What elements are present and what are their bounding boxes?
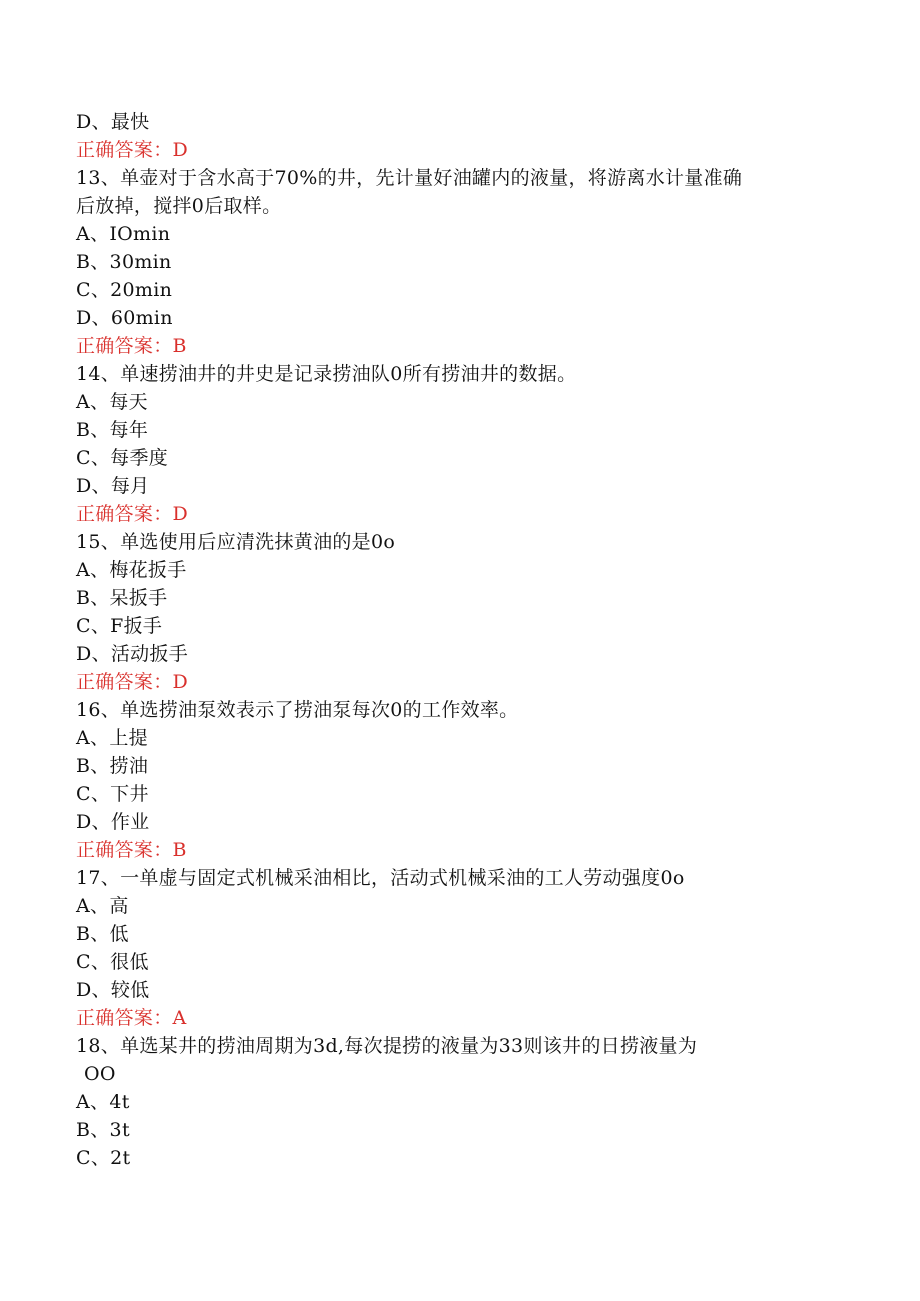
option-line: A、梅花扳手 (76, 559, 187, 581)
question-line: 后放掉，搅拌0后取样。 (76, 195, 282, 217)
document-page (76, 108, 836, 1172)
option-line: D、作业 (76, 811, 150, 833)
answer-line: 正确答案：A (76, 1007, 187, 1029)
question-line: 18、单选某井的捞油周期为3d,每次提捞的液量为33则该井的日捞液量为 (76, 1035, 698, 1057)
question-line: 15、单选使用后应清洗抹黄油的是0o (76, 531, 396, 553)
option-line: D、最快 (76, 111, 150, 133)
option-line: B、3t (76, 1119, 130, 1141)
question-continuation-line: OO (84, 1063, 116, 1085)
option-line: B、捞油 (76, 755, 149, 777)
option-line: C、F扳手 (76, 615, 163, 637)
option-line: D、较低 (76, 979, 150, 1001)
answer-line: 正确答案：D (76, 671, 189, 693)
option-line: A、IOmin (76, 223, 171, 245)
option-line: B、低 (76, 923, 129, 945)
option-line: A、高 (76, 895, 129, 917)
option-line: D、活动扳手 (76, 643, 189, 665)
question-line: 14、单速捞油井的井史是记录捞油队0所有捞油井的数据。 (76, 363, 577, 385)
option-line: A、每天 (76, 391, 148, 413)
question-line: 13、单壶对于含水高于70%的井，先计量好油罐内的液量，将游离水计量准确 (76, 167, 743, 189)
option-line: B、30min (76, 251, 172, 273)
option-line: D、每月 (76, 475, 150, 497)
option-line: A、上提 (76, 727, 148, 749)
option-line: D、60min (76, 307, 173, 329)
answer-line: 正确答案：B (76, 335, 187, 357)
answer-line: 正确答案：B (76, 839, 187, 861)
option-line: C、很低 (76, 951, 149, 973)
option-line: C、每季度 (76, 447, 169, 469)
option-line: B、每年 (76, 419, 149, 441)
answer-line: 正确答案：D (76, 139, 189, 161)
answer-line: 正确答案：D (76, 503, 189, 525)
option-line: C、2t (76, 1147, 131, 1169)
option-line: C、下井 (76, 783, 149, 805)
question-line: 16、单选捞油泵效表示了捞油泵每次0的工作效率。 (76, 699, 519, 721)
option-line: B、呆扳手 (76, 587, 168, 609)
option-line: C、20min (76, 279, 173, 301)
question-line: 17、一单虚与固定式机械采油相比，活动式机械采油的工人劳动强度0o (76, 867, 685, 889)
option-line: A、4t (76, 1091, 130, 1113)
